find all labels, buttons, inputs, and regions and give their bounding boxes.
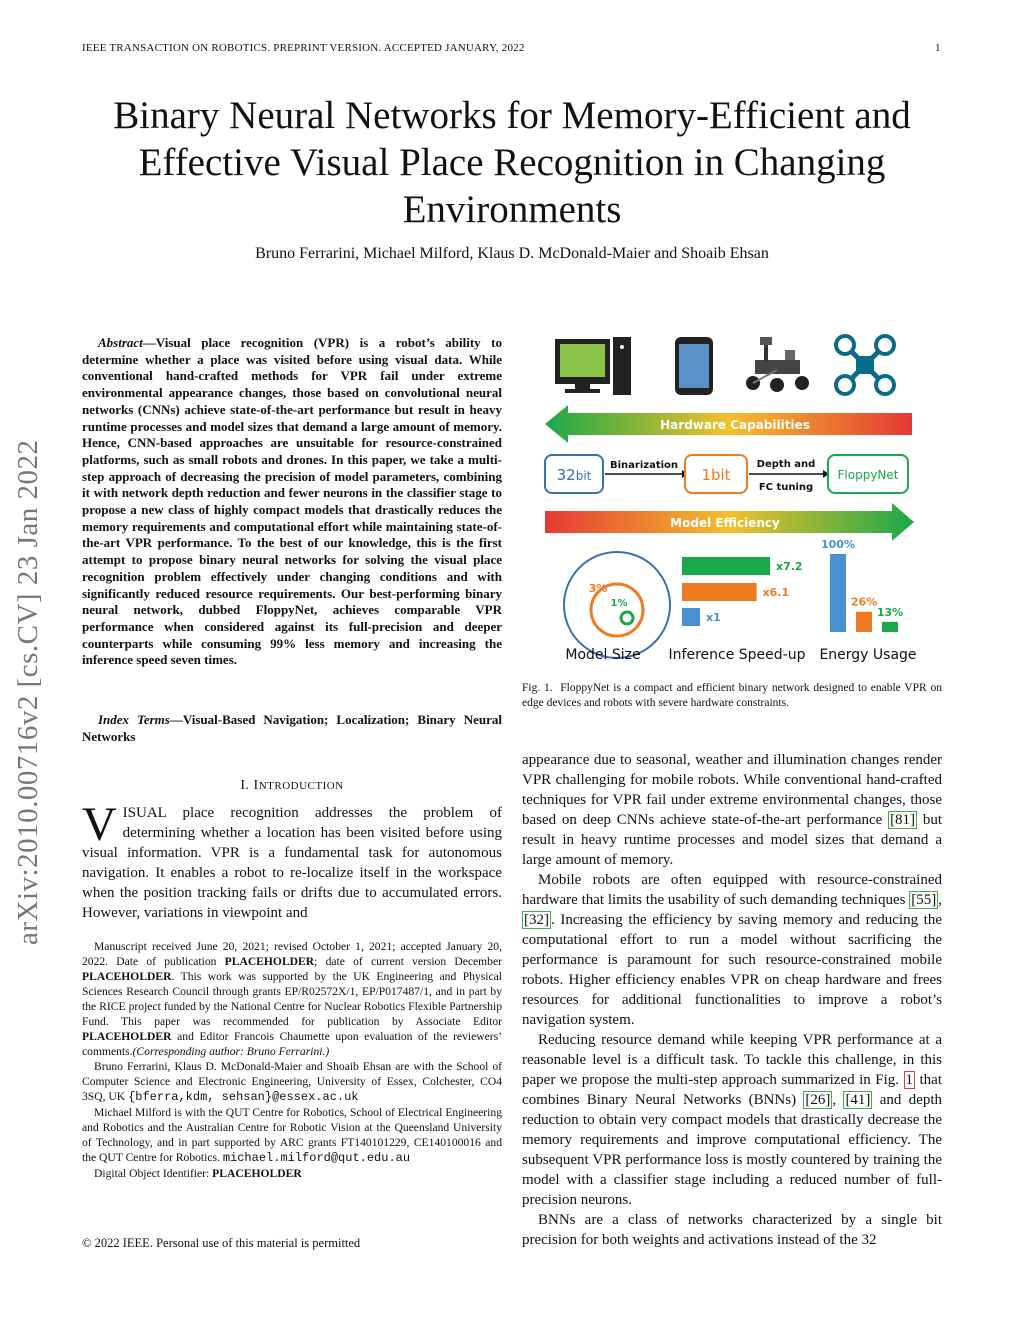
citation-26[interactable]: [26] (805, 1092, 831, 1108)
abstract: Abstract—Visual place recognition (VPR) is a robot’s ability to determine whether a place was visited before using visual data. While conventional hand-crafted methods for VPR fail under extreme environmental appearance changes, those based on convolutional neural networks (CNNs) achieve state-of-the-art performance but result in heavy runtime processes and model sizes that demand a large amount of memory. Hence, CNN-based approaches are unsuitable for resource-constrained platforms, such as small robots and drones. In this paper, we take a multi-step approach of decreasing the precision of model parameters, combining it with network depth reduction and fewer neurons in the classifier stage to propose a new class of highly compact models that drastically reduces the memory requirements and computational effort while maintaining state-of-the-art VPR performance. To the best of our knowledge, this is the first attempt to propose binary neural networks for solving the visual place recognition problem effectively under changing conditions and with significantly reduced resource requirements. Our best-performing binary neural network, dubbed FloppyNet, achieves comparable VPR performance when considered against its full-precision and deeper counterparts while consuming 99% less memory and increasing the inference speed seven times. (82, 335, 502, 668)
rover-robot-icon (746, 337, 809, 392)
abstract-label: Abstract (98, 335, 143, 350)
citation-81[interactable]: [81] (890, 812, 916, 828)
intro-text: ISUAL place recognition addresses the problem of determining whether a location has been visited before using visual information. VPR is a fundamental task for autonomous navigation. It enables a robot to re-localize itself in the workspace when the position tracking fails or drifts due to accumulated errors. However, variations in viewpoint and (82, 805, 502, 921)
section-heading (82, 778, 502, 794)
footnote-doi: Digital Object Identifier: PLACEHOLDER (94, 1167, 302, 1180)
right-column-text (522, 750, 942, 1250)
hardware-label: Hardware Capabilities (660, 418, 810, 432)
energy-value-32bit: 100% (821, 538, 855, 551)
energy-value-1bit: 26% (850, 595, 878, 609)
caption-label: Fig. 1. (522, 682, 553, 694)
speedup-value-1bit: x6.1 (762, 586, 790, 599)
citation-55[interactable]: [55] (911, 892, 937, 908)
desktop-computer-icon (555, 337, 631, 395)
efficiency-label: Model Efficiency (670, 516, 780, 530)
intro-paragraph (82, 798, 502, 923)
drone-icon (836, 336, 894, 394)
index-terms-label: Index Terms (98, 712, 170, 727)
speedup-label: Inference Speed-up (668, 647, 806, 663)
arxiv-stamp: arXiv:2010.00716v2 [cs.CV] 23 Jan 2022 (12, 439, 44, 945)
step-fc-tuning: FC tuning (758, 482, 814, 493)
index-terms: Index Terms—Visual-Based Navigation; Localization; Binary Neural Networks (82, 712, 502, 744)
model-efficiency-arrow (545, 503, 914, 541)
step-binarization: Binarization (609, 460, 679, 471)
citation-41[interactable]: [41] (845, 1092, 871, 1108)
svg-text:32bit: 32bit (556, 466, 592, 484)
paragraph-2: Mobile robots are often equipped with resource-constrained hardware that limits the usability of such demanding techniques [55] , [32] . Increasing the efficiency by saving memory and reducing the computational effort to run a model without sacrificing the performance is paramount for such resource-constrained mobile robots. Higher efficiency enables VPR on cheap hardware and frees resources for additional functionalities to improve a robot’s navigation system. (522, 872, 942, 1028)
energy-bar-32bit (830, 554, 846, 632)
model-size-chart (564, 552, 670, 658)
box-floppynet (828, 455, 908, 493)
svg-text:1bit: 1bit (701, 466, 731, 484)
paragraph-3: Reducing resource demand while keeping VPR performance at a reasonable level is a difficult task. To tackle this challenge, in this paper we propose the multi-step approach summarized in Fig. 1 that combines Binary Neural Networks (BNNs) [26] , [41] and depth reduction to obtain very compact models that drastically decrease the memory requirements and improve computational efficiency. The subsequent VPR performance loss is mostly countered by training the model with a classifier stage including a reduced number of full-precision neurons. (522, 1032, 942, 1208)
speedup-value-floppynet: x7.2 (776, 560, 803, 573)
step-depth: Depth and (756, 459, 816, 470)
abstract-text: Visual place recognition (VPR) is a robot’s ability to determine whether a place was visited before using visual data. While conventional hand-crafted methods for VPR fail under extreme environmental appearance changes, those based on convolutional neural networks (CNNs) achieve state-of-the-art performance but result in heavy runtime processes and model sizes that demand a large amount of memory. Hence, CNN-based approaches are unsuitable for resource-constrained platforms, such as small robots and drones. In this paper, we take a multi-step approach of decreasing the precision of model parameters, combining it with network depth reduction and fewer neurons in the classifier stage to propose a new class of highly compact models that drastically reduces the memory requirements and computational effort while maintaining state-of-the-art VPR performance. To the best of our knowledge, this is the first attempt to propose binary neural networks for solving the visual place recognition problem effectively under changing conditions and with significantly reduced resource requirements. Our best-performing binary neural network, dubbed FloppyNet, achieves comparable VPR performance when considered against its full-precision and deeper counterparts while consuming 99% less memory and increasing the inference speed seven times. (82, 335, 502, 668)
model-size-1pct: 1% (610, 598, 628, 609)
speedup-value-32bit: x1 (706, 611, 721, 624)
paragraph-1: appearance due to seasonal, weather and illumination changes render VPR challenging for mobile robots. While conventional hand-crafted techniques for VPR fail under extreme environmental changes, those based on deep CNNs achieve state-of-the-art performance [81] but result in heavy runtime processes and model sizes that demand a large amount of memory. (522, 752, 942, 868)
running-header: IEEE TRANSACTION ON ROBOTICS. PREPRINT VERSION. ACCEPTED JANUARY, 2022 (82, 42, 525, 54)
hardware-capabilities-arrow (545, 405, 912, 443)
page-number: 1 (935, 42, 941, 54)
speedup-bar-1bit (682, 583, 757, 601)
email-essex: {bferra,kdm, sehsan}@essex.ac.uk (128, 1090, 359, 1104)
paragraph-4: BNNs are a class of networks characterized by a single bit precision for both weights and activations instead of the 32 (522, 1212, 942, 1248)
speedup-chart (682, 557, 803, 626)
energy-label: Energy Usage (819, 647, 917, 663)
energy-chart (821, 538, 903, 632)
caption-text: FloppyNet is a compact and efficient binary network designed to enable VPR on edge devices and robots with severe hardware constraints. (522, 682, 943, 709)
author-list: Bruno Ferrarini, Michael Milford, Klaus D. McDonald-Maier and Shoaib Ehsan (255, 245, 769, 262)
figure-caption (522, 681, 942, 711)
speedup-bar-32bit (682, 608, 700, 626)
dropcap: V (82, 798, 117, 851)
figure-ref-1[interactable]: 1 (905, 1072, 914, 1088)
model-size-label: Model Size (565, 647, 641, 663)
footnote (82, 939, 502, 1181)
copyright-notice: © 2022 IEEE. Personal use of this material is permitted (82, 1236, 361, 1250)
index-terms-text: Visual-Based Navigation; Localization; Binary Neural Networks (82, 712, 502, 744)
speedup-bar-floppynet (682, 557, 770, 575)
figure-1 (540, 325, 940, 670)
energy-value-floppynet: 13% (876, 605, 904, 619)
section-number: I. (240, 778, 250, 793)
citation-32[interactable]: [32] (524, 912, 549, 928)
svg-text:FloppyNet: FloppyNet (837, 468, 899, 482)
figure-1-svg (540, 325, 940, 670)
section-first-letter: I (253, 778, 259, 793)
box-32bit (545, 455, 603, 493)
energy-bar-floppynet (882, 622, 898, 632)
energy-bar-1bit (856, 612, 872, 632)
footnote-affiliation-essex: Bruno Ferrarini, Klaus D. McDonald-Maier and Shoaib Ehsan are with the School of Computer Science and Electronic Engineering, University of Essex, Colchester, CO4 3SQ, UK {bferra,kdm, sehsan}@essex.ac.uk (82, 1060, 502, 1104)
paper-title: Binary Neural Networks for Memory-Efficient and Effective Visual Place Recognition in Changing Environments (113, 94, 911, 231)
footnote-affiliation-qut: Michael Milford is with the QUT Centre for Robotics, School of Electrical Engineering and Robotics and the Australian Centre for Robotic Vision at the Queensland University of Technology, and in part supported by ARC grants FT140101229, CE140100016 and the QUT Centre for Robotics. michael.milford@qut.edu.au (82, 1106, 502, 1165)
box-1bit (685, 455, 747, 493)
section-rest: NTRODUCTION (258, 780, 344, 792)
email-qut: michael.milford@qut.edu.au (222, 1151, 411, 1165)
footnote-manuscript: Manuscript received June 20, 2021; revised October 1, 2021; accepted January 20, 2022. Date of publication PLACEHOLDER; date of current version December PLACEHOLDER. This work was supported by the UK Engineering and Physical Sciences Research Council through grants EP/R02572X/1, EP/P017487/1, and in part by the RICE project funded by the National Centre for Nuclear Robotics Flexible Partnership Fund. This paper was recommended for publication by Associate Editor PLACEHOLDER and Editor Francois Chaumette upon evaluation of the reviewers’ comments.(Corresponding author: Bruno Ferrarini.) (82, 940, 502, 1058)
model-size-3pct: 3% (588, 582, 608, 595)
smartphone-icon (675, 337, 713, 395)
